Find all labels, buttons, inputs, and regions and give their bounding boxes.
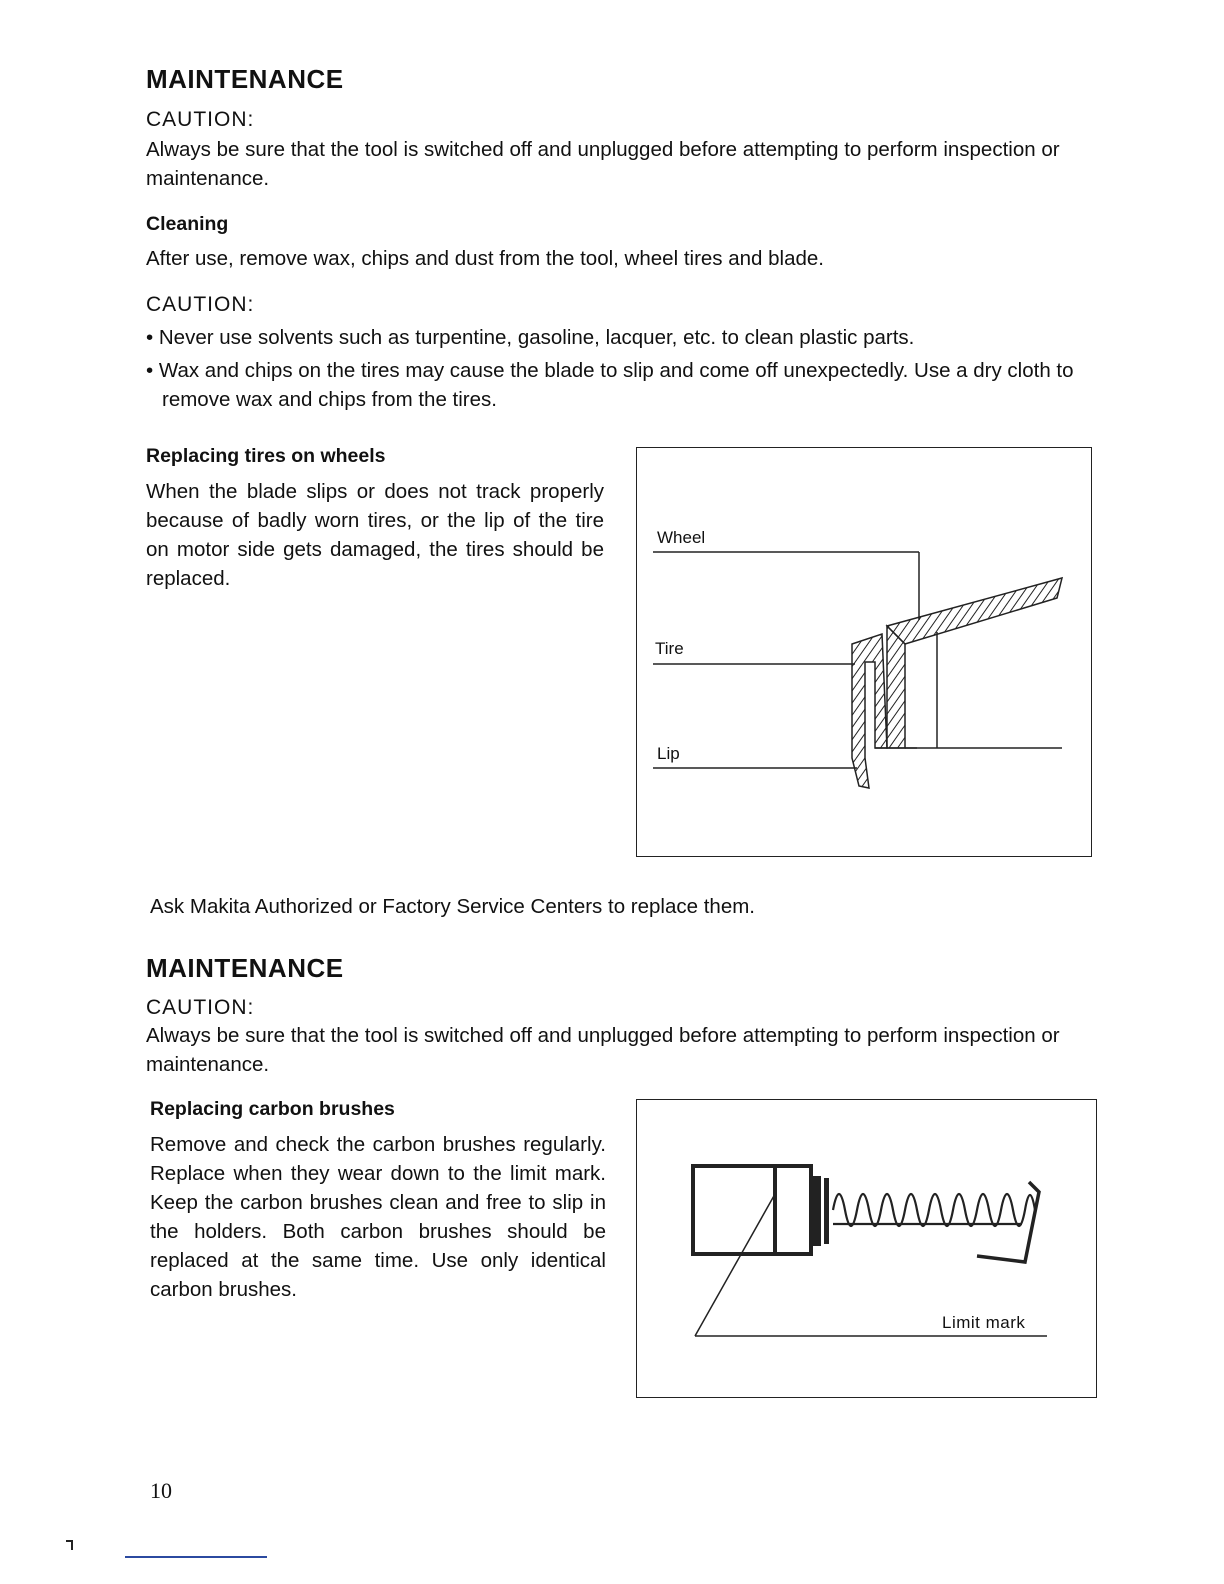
section2-caution-text: Always be sure that the tool is switched off and unplugged before attempting to perform inspection or maintenance.	[146, 1024, 1060, 1076]
tires-text: When the blade slips or does not track properly because of badly worn tires, or the lip of the tire on motor side gets damaged, the tires should be replaced.	[146, 480, 604, 590]
tires-title: Replacing tires on wheels	[146, 445, 386, 467]
wheel-spoke	[887, 578, 1062, 644]
brushes-text: Remove and check the carbon brushes regularly. Replace when they wear down to the limit mark. Keep the carbon brushes clean and free to slip in the holders. Both carbon brushes should be replaced at the same time. Use only identical carbon brushes.	[150, 1133, 606, 1301]
limit-mark-leader	[695, 1194, 775, 1336]
wheel-label: Wheel	[657, 528, 706, 547]
tire-shape	[852, 634, 887, 788]
tire-cross-section-drawing	[637, 448, 1091, 856]
section2-heading: MAINTENANCE	[146, 953, 344, 983]
section1-heading: MAINTENANCE	[146, 64, 344, 94]
cleaning-text: After use, remove wax, chips and dust from the tool, wheel tires and blade.	[146, 247, 824, 270]
cleaning-caution-label: CAUTION:	[146, 293, 255, 316]
list-item: • Never use solvents such as turpentine, gasoline, lacquer, etc. to clean plastic parts.	[146, 326, 915, 349]
tire-label: Tire	[655, 639, 684, 658]
brushes-title: Replacing carbon brushes	[150, 1098, 395, 1120]
list-item: • Wax and chips on the tires may cause the blade to slip and come off unexpectedly. Use a dry cloth to remove wax and chips from the tires.	[146, 359, 1074, 411]
carbon-brush-figure	[636, 1099, 1097, 1398]
corner-mark	[66, 1540, 73, 1550]
cleaning-title: Cleaning	[146, 213, 229, 235]
limit-mark-label: Limit mark	[942, 1313, 1026, 1332]
section2-caution-label: CAUTION:	[146, 996, 255, 1019]
lip-label: Lip	[657, 744, 680, 763]
carbon-brush-drawing	[637, 1100, 1096, 1397]
cleaning-bullet-list	[146, 323, 1096, 414]
tire-figure	[636, 447, 1092, 857]
section1-caution-text: Always be sure that the tool is switched off and unplugged before attempting to perform inspection or maintenance.	[146, 138, 1060, 190]
brush-spring	[833, 1194, 1035, 1226]
brush-body	[693, 1166, 811, 1254]
scan-divider-line	[125, 1556, 267, 1558]
tires-followup: Ask Makita Authorized or Factory Service Centers to replace them.	[150, 895, 756, 918]
page-number: 10	[150, 1478, 172, 1503]
section1-caution-label: CAUTION:	[146, 108, 255, 131]
